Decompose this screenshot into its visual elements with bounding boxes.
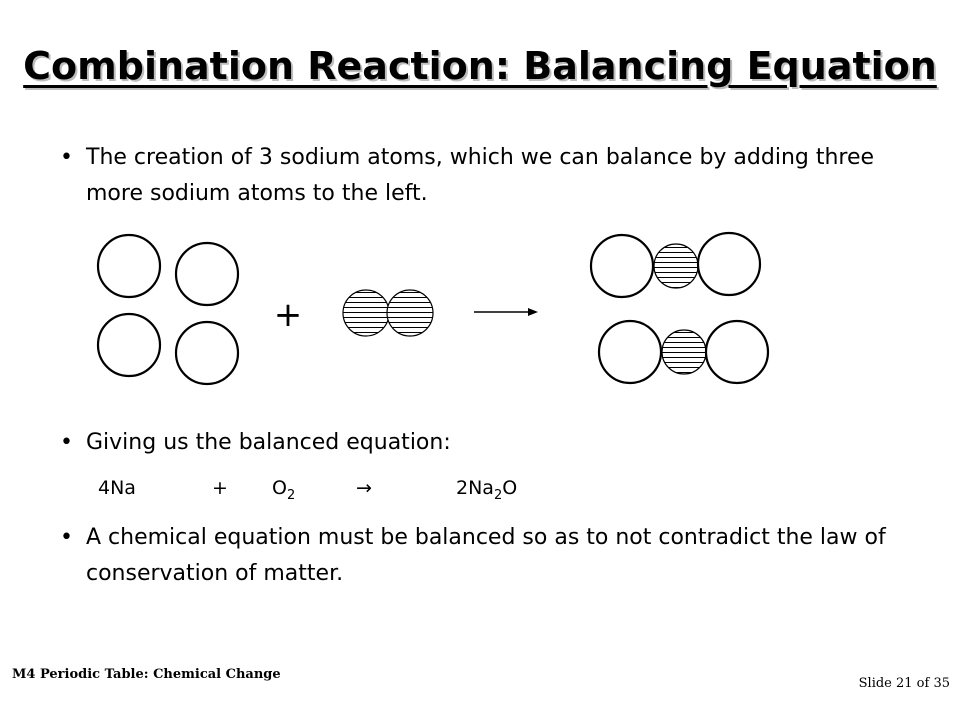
sodium-atom xyxy=(591,235,653,297)
footer-course-label: M4 Periodic Table: Chemical Change xyxy=(12,667,281,682)
bullet-dot: • xyxy=(60,525,73,550)
equation-plus: + xyxy=(212,477,228,499)
plus-sign: + xyxy=(273,295,303,335)
sodium-atom xyxy=(98,235,160,297)
bullet-item xyxy=(60,520,926,592)
sodium-atom xyxy=(599,321,661,383)
oxygen-atom xyxy=(662,330,706,374)
oxygen-atom xyxy=(387,290,433,336)
oxygen-atom xyxy=(654,244,698,288)
equation-arrow: → xyxy=(356,477,372,499)
reaction-arrow xyxy=(474,308,538,316)
bullet-dot: • xyxy=(60,145,73,170)
bullet-text: The creation of 3 sodium atoms, which we can balance by adding three more sodium atoms to the left. xyxy=(86,145,875,206)
sodium-atom xyxy=(176,322,238,384)
equation-reactant-oxygen xyxy=(272,473,295,511)
sodium-atom xyxy=(98,314,160,376)
oxygen-symbol: O xyxy=(272,477,287,499)
product-subscript: 2 xyxy=(493,488,503,503)
sodium-atom xyxy=(176,243,238,305)
product-suffix: O xyxy=(502,477,518,499)
bullet-item xyxy=(60,425,906,461)
bullet-text: A chemical equation must be balanced so as to not contradict the law of conservation of matter. xyxy=(86,525,886,586)
product-prefix: 2Na xyxy=(456,477,494,499)
sodium-atom xyxy=(698,233,760,295)
bullet-text: Giving us the balanced equation: xyxy=(86,430,451,455)
oxygen-atom xyxy=(343,290,389,336)
oxygen-subscript: 2 xyxy=(286,488,296,503)
sodium-atom xyxy=(706,321,768,383)
equation-product xyxy=(456,473,517,511)
equation-reactant-sodium: 4Na xyxy=(98,477,136,499)
slide-title: Combination Reaction: Balancing Equation xyxy=(23,44,937,88)
bullet-dot: • xyxy=(60,430,73,455)
footer-slide-number: Slide 21 of 35 xyxy=(858,676,950,691)
